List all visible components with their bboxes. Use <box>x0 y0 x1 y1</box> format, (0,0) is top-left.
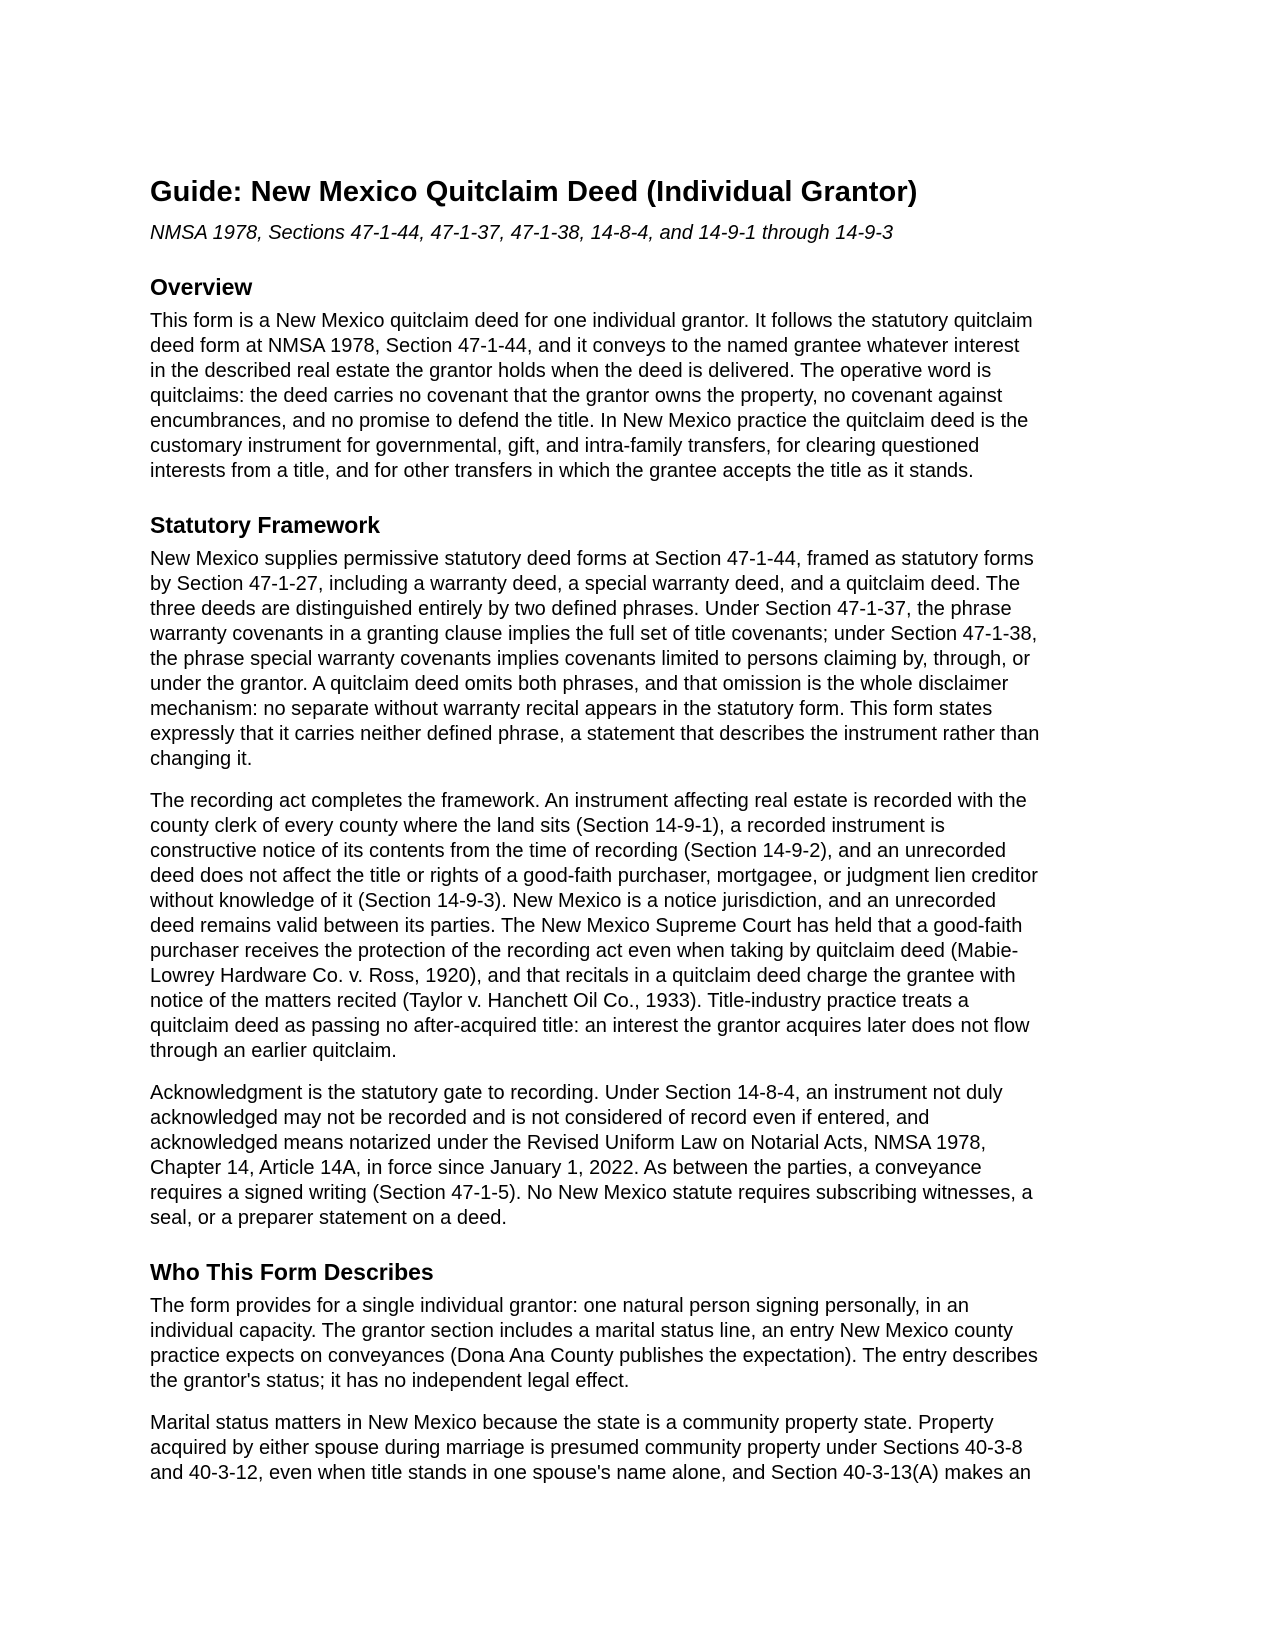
paragraph-line: notice of the matters recited (Taylor v. Hanchett Oil Co., 1933). Title-industry practice treats a <box>150 990 969 1012</box>
paragraph-line: The form provides for a single individual grantor: one natural person signing personally, in an <box>150 1295 969 1317</box>
paragraph-line: acknowledged means notarized under the Revised Uniform Law on Notarial Acts, NMSA 1978, <box>150 1132 987 1154</box>
paragraph-line: acquired by either spouse during marriage is presumed community property under Sections 40-3-8 <box>150 1437 1023 1459</box>
paragraph-line: This form is a New Mexico quitclaim deed for one individual grantor. It follows the statutory quitclaim <box>150 310 1033 332</box>
document-section <box>150 1257 1130 1486</box>
paragraph-line: without knowledge of it (Section 14-9-3). New Mexico is a notice jurisdiction, and an unrecorded <box>150 890 996 912</box>
paragraph-line: The recording act completes the framework. An instrument affecting real estate is recorded with the <box>150 790 1027 812</box>
paragraph-line: Marital status matters in New Mexico because the state is a community property state. Property <box>150 1412 994 1434</box>
paragraph-line: deed does not affect the title or rights of a good-faith purchaser, mortgagee, or judgment lien creditor <box>150 865 1038 887</box>
paragraph-line: the phrase special warranty covenants implies covenants limited to persons claiming by, through, or <box>150 648 1031 670</box>
paragraph-line: Lowrey Hardware Co. v. Ross, 1920), and that recitals in a quitclaim deed charge the grantee with <box>150 965 1016 987</box>
paragraph-line: under the grantor. A quitclaim deed omits both phrases, and that omission is the whole disclaimer <box>150 673 1009 695</box>
paragraph <box>150 1294 1130 1394</box>
paragraph-line: mechanism: no separate without warranty recital appears in the statutory form. This form states <box>150 698 993 720</box>
document-title: Guide: New Mexico Quitclaim Deed (Individual Grantor) <box>150 176 918 208</box>
paragraph-line: changing it. <box>150 748 253 770</box>
paragraph-line: expressly that it carries neither defined phrase, a statement that describes the instrument rather than <box>150 723 1040 745</box>
paragraph <box>150 789 1130 1064</box>
paragraph-line: purchaser receives the protection of the recording act even when taking by quitclaim deed (Mabie- <box>150 940 1019 962</box>
paragraph-line: quitclaim deed as passing no after-acquired title: an interest the grantor acquires later does not flow <box>150 1015 1030 1037</box>
paragraph-line: interests from a title, and for other transfers in which the grantee accepts the title as it stands. <box>150 460 974 482</box>
document-subtitle: NMSA 1978, Sections 47-1-44, 47-1-37, 47-1-38, 14-8-4, and 14-9-1 through 14-9-3 <box>150 222 894 244</box>
paragraph-line: New Mexico supplies permissive statutory deed forms at Section 47-1-44, framed as statutory forms <box>150 548 1034 570</box>
paragraph-line: constructive notice of its contents from the time of recording (Section 14-9-2), and an unrecorded <box>150 840 1006 862</box>
paragraph <box>150 309 1130 484</box>
paragraph-line: requires a signed writing (Section 47-1-5). No New Mexico statute requires subscribing witnesses, a <box>150 1182 1033 1204</box>
section-heading: Who This Form Describes <box>150 1259 434 1285</box>
section-heading: Statutory Framework <box>150 512 381 538</box>
paragraph <box>150 1411 1130 1486</box>
paragraph-line: practice expects on conveyances (Dona Ana County publishes the expectation). The entry describes <box>150 1345 1038 1367</box>
document-body <box>150 272 1130 1486</box>
paragraph-line: Acknowledgment is the statutory gate to recording. Under Section 14-8-4, an instrument not duly <box>150 1082 1003 1104</box>
paragraph-line: deed remains valid between its parties. The New Mexico Supreme Court has held that a good-faith <box>150 915 1023 937</box>
section-heading: Overview <box>150 274 253 300</box>
paragraph-line: seal, or a preparer statement on a deed. <box>150 1207 507 1229</box>
paragraph <box>150 1081 1130 1231</box>
paragraph-line: quitclaims: the deed carries no covenant that the grantor owns the property, no covenant against <box>150 385 1003 407</box>
paragraph-line: through an earlier quitclaim. <box>150 1040 397 1062</box>
document-section <box>150 510 1130 1231</box>
paragraph-line: customary instrument for governmental, gift, and intra-family transfers, for clearing questioned <box>150 435 980 457</box>
paragraph-line: the grantor's status; it has no independent legal effect. <box>150 1370 630 1392</box>
paragraph-line: warranty covenants in a granting clause implies the full set of title covenants; under Section 47-1-38, <box>150 623 1038 645</box>
paragraph-line: county clerk of every county where the land sits (Section 14-9-1), a recorded instrument is <box>150 815 945 837</box>
paragraph-line: encumbrances, and no promise to defend the title. In New Mexico practice the quitclaim deed is the <box>150 410 1029 432</box>
paragraph-line: by Section 47-1-27, including a warranty deed, a special warranty deed, and a quitclaim deed. The <box>150 573 1021 595</box>
paragraph <box>150 547 1130 772</box>
paragraph-line: acknowledged may not be recorded and is not considered of record even if entered, and <box>150 1107 930 1129</box>
document-page <box>150 172 1130 1486</box>
paragraph-line: Chapter 14, Article 14A, in force since January 1, 2022. As between the parties, a conveyance <box>150 1157 982 1179</box>
paragraph-line: three deeds are distinguished entirely by two defined phrases. Under Section 47-1-37, the phrase <box>150 598 1012 620</box>
document-section <box>150 272 1130 484</box>
paragraph-line: and 40-3-12, even when title stands in one spouse's name alone, and Section 40-3-13(A) makes an <box>150 1462 1032 1484</box>
paragraph-line: deed form at NMSA 1978, Section 47-1-44, and it conveys to the named grantee whatever interest <box>150 335 1020 357</box>
paragraph-line: in the described real estate the grantor holds when the deed is delivered. The operative word is <box>150 360 992 382</box>
paragraph-line: individual capacity. The grantor section includes a marital status line, an entry New Mexico county <box>150 1320 1014 1342</box>
